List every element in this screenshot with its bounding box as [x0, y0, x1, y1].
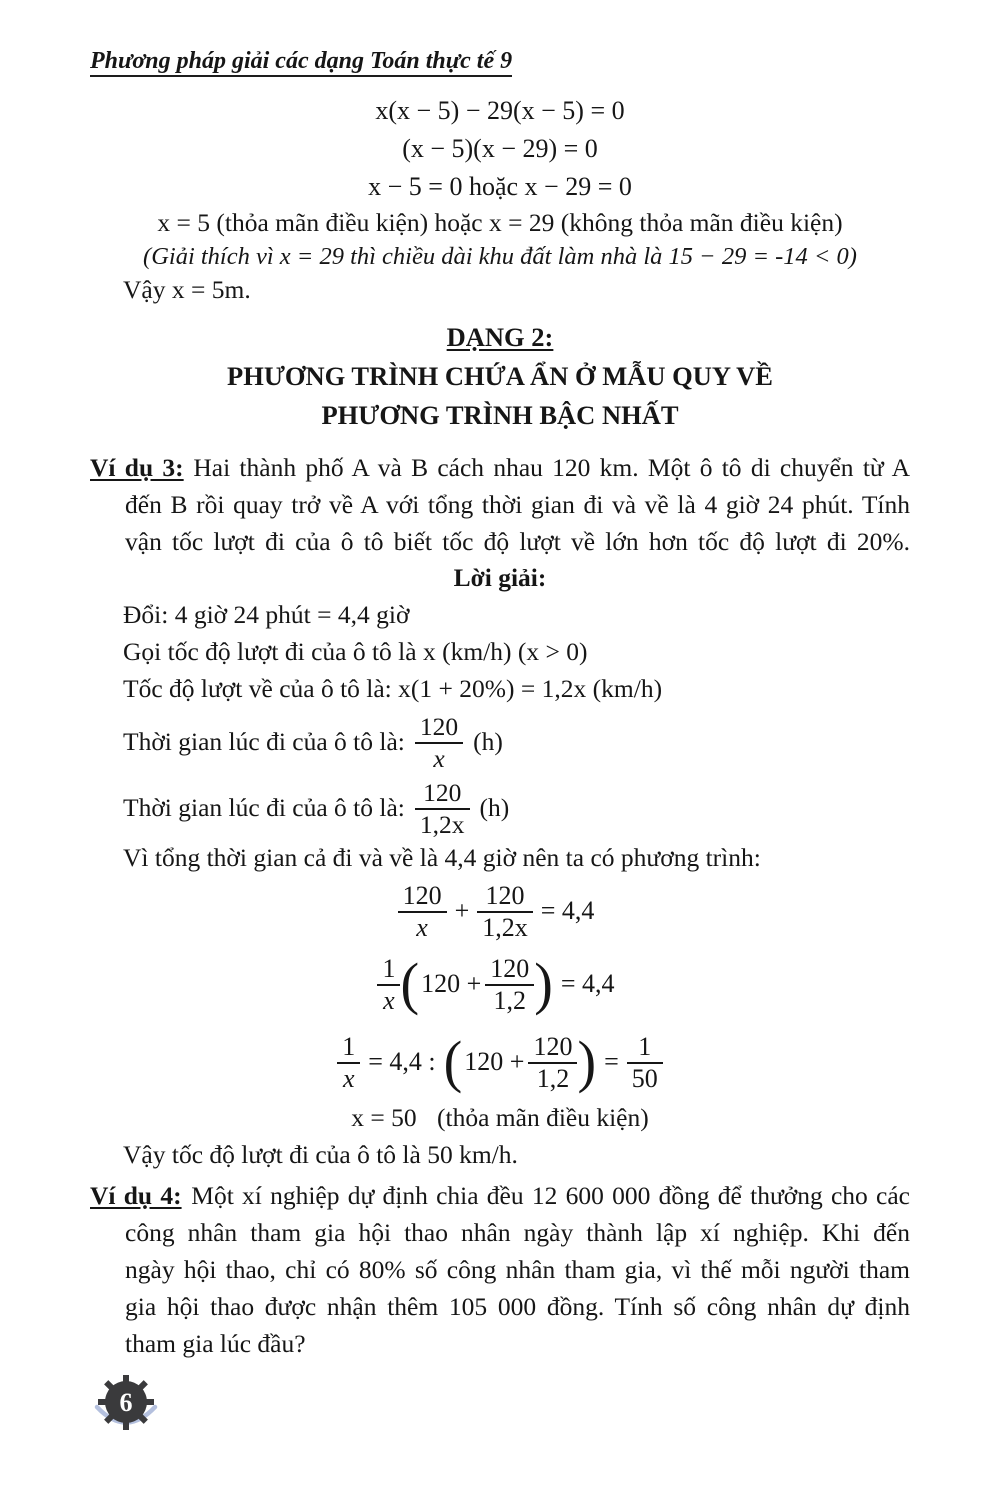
- page-number-badge: [92, 1374, 160, 1453]
- example3-paragraph: [90, 449, 910, 560]
- line-prefix: Thời gian lúc đi của ô tô là:: [123, 727, 405, 756]
- time-go-line: [90, 711, 910, 773]
- example4-label: Ví dụ 4:: [90, 1181, 182, 1210]
- line-prefix: Thời gian lúc đi của ô tô là:: [123, 793, 405, 822]
- display-equation-solve: $\frac{1}{x}$ = 4,4 : ( 120 + $\frac{120}{1,2}$ ) = $\frac{1}{50}$: [90, 1024, 910, 1100]
- result-math: x = 50: [351, 1103, 417, 1132]
- fraction: $\frac{120}{1,2}$: [485, 955, 534, 1014]
- paragraph-line: [90, 449, 910, 486]
- example4-paragraph: [90, 1177, 910, 1362]
- fraction: $\frac{120}{1,2}$: [528, 1033, 577, 1092]
- running-header-text: Phương pháp giải các dạng Toán thực tế 9: [90, 48, 512, 77]
- paragraph-text: Một xí nghiệp dự định chia đều 12 600 000 đồng để thưởng cho các: [191, 1181, 910, 1210]
- equation-line: x − 5 = 0 hoặc x − 29 = 0: [368, 172, 632, 201]
- solution-header: Lời giải:: [453, 563, 547, 592]
- fraction: $\frac{120}{1,2x}$: [477, 882, 533, 941]
- unit-label: (h): [473, 727, 503, 756]
- equation-rhs: = 4,4: [560, 969, 615, 998]
- inner-expression: 120 +: [464, 1047, 525, 1076]
- conclusion-line: Vậy x = 5m.: [123, 275, 251, 304]
- paragraph-text: Hai thành phố A và B cách nhau 120 km. Một ô tô di chuyển từ A: [193, 453, 911, 482]
- result-line: [90, 1100, 910, 1136]
- fraction: $\frac{1}{x}$: [377, 955, 400, 1014]
- running-header: [90, 46, 910, 76]
- section-heading-number: DẠNG 2:: [446, 322, 554, 352]
- equation-line: (x − 5)(x − 29) = 0: [402, 134, 598, 163]
- operator: +: [454, 896, 470, 925]
- solution-line-assume: Gọi tốc độ lượt đi của ô tô là x (km/h) (x > 0): [123, 637, 588, 666]
- operator: =: [604, 1047, 619, 1076]
- fraction: $\frac{1}{50}$: [627, 1033, 663, 1092]
- unit-label: (h): [479, 793, 510, 822]
- section-heading-title-2: PHƯƠNG TRÌNH BẬC NHẤT: [321, 400, 679, 430]
- equation-rhs: = 4,4: [540, 896, 595, 925]
- solution-conclusion: Vậy tốc độ lượt đi của ô tô là 50 km/h.: [123, 1140, 518, 1169]
- result-note: (thỏa mãn điều kiện): [437, 1103, 649, 1132]
- paragraph-line: gia hội thao được nhận thêm 105 000 đồng. Tính số công nhân dự định: [125, 1292, 910, 1321]
- inner-expression: 120 +: [421, 969, 482, 998]
- display-equation-factored: $\frac{1}{x}$ ( 120 + $\frac{120}{1,2}$ ) = 4,4: [90, 946, 910, 1022]
- solution-line-because: Vì tổng thời gian cả đi và về là 4,4 giờ nên ta có phương trình:: [123, 843, 761, 872]
- example3-label: Ví dụ 3:: [90, 453, 184, 482]
- page-number-gear-icon: [92, 1374, 160, 1448]
- unit-label: (km/h): [592, 674, 663, 703]
- paragraph-line: [90, 1177, 910, 1214]
- explanation-note: (Giải thích vì x = 29 thì chiều dài khu đất làm nhà là 15 − 29 = -14 < 0): [143, 243, 857, 270]
- display-equation-sum: [90, 878, 910, 944]
- page-number: 6: [119, 1388, 133, 1417]
- paragraph-line: vận tốc lượt đi của ô tô biết tốc độ lượt về lớn hơn tốc độ lượt đi 20%.: [125, 527, 910, 556]
- paragraph-line: tham gia lúc đầu?: [125, 1329, 306, 1358]
- paragraph-line: ngày hội thao, chỉ có 80% số công nhân tham gia, vì thế mỗi người tham: [125, 1255, 910, 1284]
- paragraph-line: đến B rồi quay trở về A với tổng thời gian đi và về là 4 giờ 24 phút. Tính: [125, 490, 910, 519]
- inline-math: x(1 + 20%) = 1,2x: [398, 674, 587, 703]
- section-heading-title-1: PHƯƠNG TRÌNH CHỨA ẨN Ở MẪU QUY VỀ: [227, 361, 773, 391]
- line-prefix: Tốc độ lượt về của ô tô là:: [123, 674, 392, 703]
- fraction: $\frac{1}{x}$: [337, 1033, 360, 1092]
- fraction: $\frac{120}{x}$: [398, 882, 447, 941]
- paragraph-line: công nhân tham gia hội thao nhân ngày thành lập xí nghiệp. Khi đến: [125, 1218, 910, 1247]
- operator: = 4,4 :: [368, 1047, 436, 1076]
- fraction: $\frac{120}{1,2x}$: [415, 779, 470, 838]
- solution-line-speed-return: [90, 670, 910, 707]
- solution-line-convert: Đổi: 4 giờ 24 phút = 4,4 giờ: [123, 600, 410, 629]
- fraction: $\frac{120}{x}$: [415, 713, 463, 772]
- time-return-line: [90, 777, 910, 839]
- section-heading: [90, 318, 910, 435]
- equation-block-1: [90, 92, 910, 206]
- case-analysis-line: x = 5 (thỏa mãn điều kiện) hoặc x = 29 (không thỏa mãn điều kiện): [157, 208, 843, 237]
- equation-line: x(x − 5) − 29(x − 5) = 0: [375, 96, 625, 125]
